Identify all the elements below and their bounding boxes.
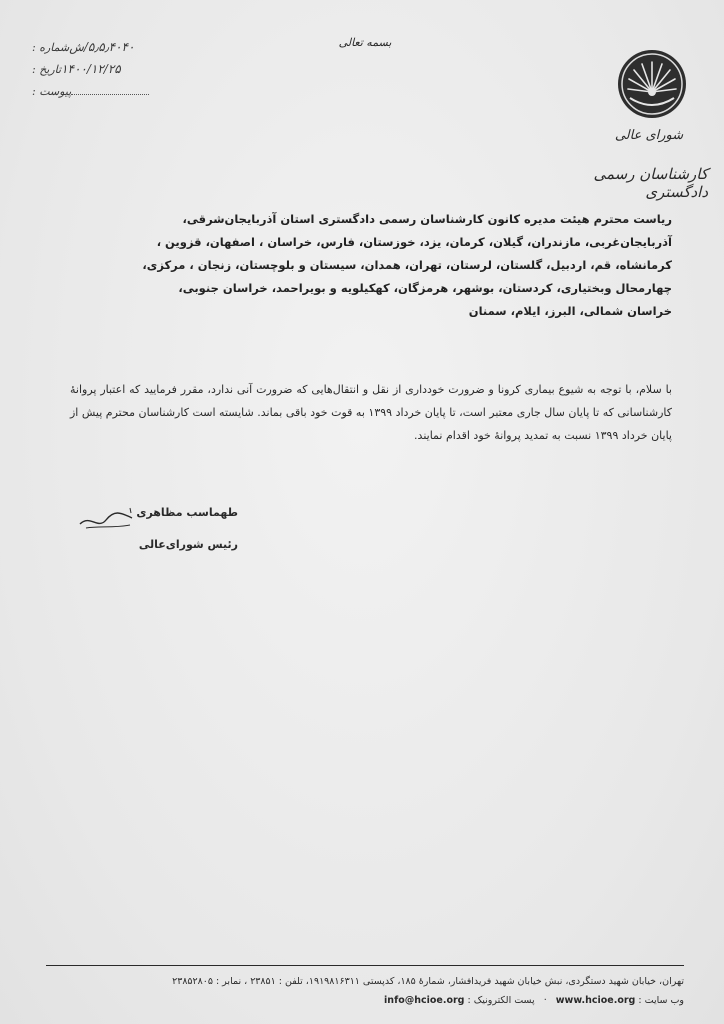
recipient-line: آذربایجان‌غربی، مازندران، گیلان، کرمان، یزد، خوزستان، فارس، خراسان ، اصفهان، قزوین ، bbox=[156, 235, 672, 249]
footer-divider bbox=[46, 965, 684, 966]
email-label: پست الکترونیک : bbox=[467, 995, 535, 1006]
meta-number bbox=[28, 40, 168, 62]
number-label: شماره : bbox=[32, 41, 70, 54]
organization-line1: شورای عالی bbox=[614, 128, 684, 143]
signer-title: رئیس شورای‌عالی bbox=[138, 538, 238, 551]
attachment-label: پیوست : bbox=[32, 85, 72, 98]
date-label: تاریخ : bbox=[32, 63, 62, 76]
footer-address: تهران، خیابان شهید دستگردی، نبش خیابان شهید فریدافشار، شمارهٔ ۱۸۵، کدپستی ۱۹۱۹۸۱۶۳۱۱، تلفن : ۲۳۸۵۱ ، نمابر : ۲۳۸۵۲۸۰۵ bbox=[172, 976, 684, 987]
attachment-value bbox=[71, 84, 149, 95]
recipient-line: ریاست محترم هیئت مدیره کانون کارشناسان رسمی دادگستری استان آذربایجان‌شرقی، bbox=[182, 212, 672, 226]
website-label: وب سایت : bbox=[638, 995, 684, 1006]
basmala: بسمه تعالی bbox=[338, 36, 392, 49]
recipient-line: کرمانشاه، قم، اردبیل، گلستان، لرستان، تهران، همدان، سیستان و بلوچستان، زنجان ، مرکزی، bbox=[142, 258, 672, 272]
signer-name: طهماسب مظاهری bbox=[136, 506, 238, 519]
recipient-block bbox=[72, 208, 672, 323]
recipient-line: چهارمحال وبختیاری، کردستان، بوشهر، هرمزگان، کهکیلویه و بویراحمد، خراسان جنوبی، bbox=[178, 281, 672, 295]
organization-line2: کارشناسان رسمی دادگستری bbox=[593, 165, 708, 201]
date-value: ۱۴۰۰/۱۲/۲۵ bbox=[61, 62, 121, 76]
emblem-icon bbox=[616, 48, 688, 120]
number-value: ۵٫۵٫۴۰۴۰/ش bbox=[69, 40, 135, 54]
website-link[interactable]: www.hcioe.org bbox=[555, 995, 636, 1006]
meta-date bbox=[28, 62, 168, 84]
meta-attachment bbox=[28, 84, 168, 106]
organization-name bbox=[560, 128, 710, 201]
email-link[interactable]: info@hcioe.org bbox=[384, 995, 465, 1006]
letter-meta bbox=[28, 40, 168, 106]
recipient-line: خراسان شمالی، البرز، ایلام، سمنان bbox=[468, 304, 672, 318]
footer-contact: وب سایت : www.hcioe.org · پست الکترونیک : info@hcioe.org bbox=[384, 995, 684, 1006]
letter-body: با سلام، با توجه به شیوع بیماری کرونا و ضرورت خودداری از نقل و انتقال‌هایی که ضرورت آنی ندارد، مقرر فرمایید که اعتبار پروانهٔ کارشناسانی که تا پایان سال جاری معتبر است، تا پایان خرداد ۱۳۹۹ به قوت خود باقی بماند. شایسته است کارشناسان محترم پیش از پایان خرداد ۱۳۹۹ نسبت به تمدید پروانهٔ خود اقدام نمایند. bbox=[70, 383, 672, 442]
signature-mark bbox=[76, 504, 136, 534]
